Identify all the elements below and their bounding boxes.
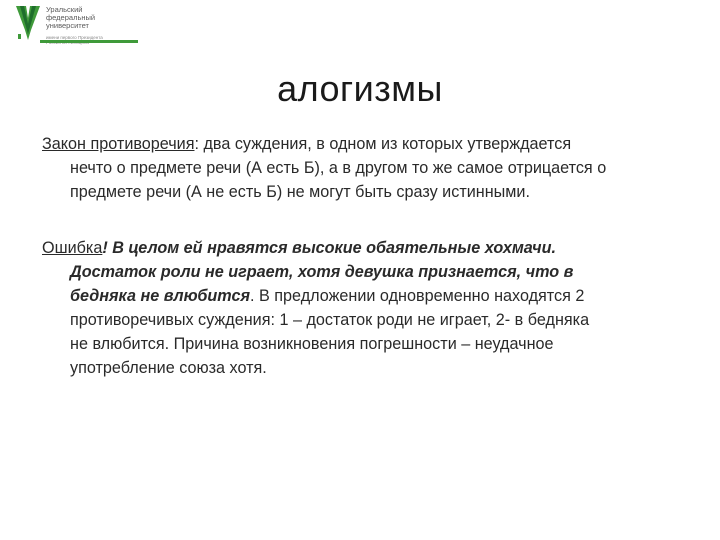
paragraph-line: нечто о предмете речи (А есть Б), а в другом то же самое отрицается о xyxy=(70,159,607,177)
university-logo-icon xyxy=(14,4,42,42)
paragraph-line xyxy=(42,132,682,156)
logo-line: федеральный xyxy=(46,13,96,22)
paragraph-line: противоречивых суждения: 1 – достаток роди не играет, 2- в бедняка xyxy=(70,311,590,329)
term-error: Ошибка xyxy=(42,239,103,257)
paragraph-line: употребление союза хотя. xyxy=(70,359,267,377)
exclamation-mark: ! xyxy=(102,239,108,257)
paragraph-line xyxy=(42,284,682,308)
explanation-text: . В предложении одновременно находятся 2 xyxy=(249,287,585,305)
paragraph-line xyxy=(42,236,682,260)
example-sentence: В целом ей нравятся высокие обаятельные хохмачи. xyxy=(107,239,557,257)
example-sentence: Достаток роли не играет, хотя девушка признается, что в xyxy=(70,263,574,281)
logo-underline xyxy=(40,40,138,43)
logo-subtitle-line: имени первого Президента xyxy=(46,35,103,40)
example-sentence: бедняка не влюбится xyxy=(70,287,250,305)
logo-line: университет xyxy=(46,21,89,30)
paragraph-line: предмете речи (А не есть Б) не могут быть сразу истинными. xyxy=(70,183,530,201)
definition-text: : два суждения, в одном из которых утверждается xyxy=(194,135,572,153)
error-example-paragraph xyxy=(42,236,682,380)
law-of-contradiction-paragraph xyxy=(42,132,682,204)
paragraph-line: не влюбится. Причина возникновения погрешности – неудачное xyxy=(70,335,554,353)
ural-university-logo xyxy=(14,4,103,45)
slide-title: алогизмы xyxy=(277,68,443,110)
logo-line: Уральский xyxy=(46,5,83,14)
term-law-of-contradiction: Закон противоречия xyxy=(42,135,195,153)
